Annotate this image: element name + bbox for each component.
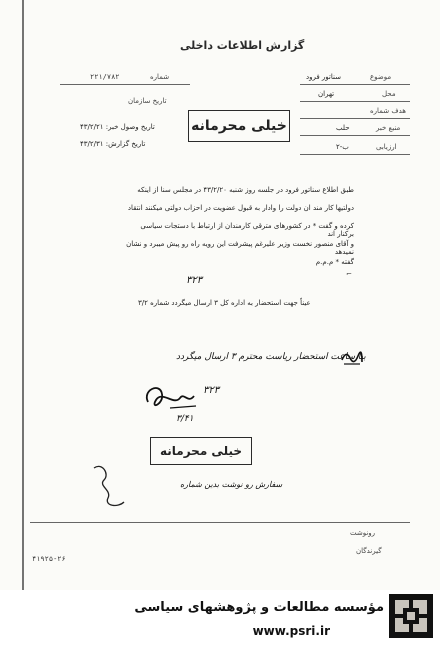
handwritten-scribble-icon: [90, 460, 134, 516]
signature-icon: [140, 380, 200, 416]
document-title: گزارش اطلاعات داخلی: [180, 39, 305, 52]
classification-stamp-bottom: خیلی محرمانه: [150, 437, 252, 465]
grade-value: ب-۲: [336, 143, 349, 151]
divider: [300, 84, 410, 85]
place-label: محل: [382, 90, 396, 98]
divider: [300, 118, 410, 119]
bottom-handwritten-note: سفارش رو نوشت بدین شماره: [180, 480, 283, 489]
number-label: شماره: [150, 73, 170, 81]
divider: [300, 135, 410, 136]
source-value: حلب: [336, 124, 350, 132]
divider: [60, 84, 190, 85]
page-edge: [22, 0, 24, 590]
report-number: ۲۲۱/۷۸۲: [90, 73, 120, 81]
institute-name: مؤسسه مطالعات و پژوهشهای سیاسی: [134, 600, 384, 615]
margin-mark: ⌐: [346, 270, 352, 278]
divider: [300, 101, 410, 102]
handwritten-note: بیا ساعت استحضار ریاست محترم ۳ ارسال میگردد: [176, 352, 366, 362]
divider: [30, 522, 410, 523]
handwritten-initials: ۳/۴۱: [176, 414, 194, 424]
forward-footnote: عیناً جهت استحضار به اداره کل ۳ ارسال میگردد شماره ۳/۲: [138, 299, 311, 307]
grade-label: ارزیابی: [376, 143, 397, 151]
copy-label: رونوشت: [350, 529, 376, 537]
branding-footer: [0, 590, 440, 650]
handwritten-ref-number: ۳۲۳: [203, 385, 220, 396]
body-line-3: کرده و گفت * در کشورهای مترقی کارمندان از ارتباط با دستجات سیاسی برکنار اند: [140, 222, 354, 238]
body-line-4: و آقای منصور نخست وزیر علیرغم پیشرفت این رویه راه رو پیش میبرد و نشان نمیدهد: [126, 240, 354, 256]
handwritten-number: ۳۲۳: [186, 275, 203, 286]
institute-url[interactable]: www.psri.ir: [252, 624, 330, 638]
archive-code: ۴۱۹۲۵-۲۶: [32, 555, 66, 563]
divider: [300, 154, 410, 155]
date-report: تاریخ گزارش: ۴۳/۲/۳۱: [80, 140, 146, 148]
target-label: هدف شماره: [370, 107, 406, 115]
psri-logo-icon: [389, 594, 433, 638]
subject-label: موضوع: [370, 73, 392, 81]
body-line-2: دولتیها کار مند ان دولت را وادار به قبول عضویت در احزاب دولتی میکنند انتقاد: [127, 204, 354, 212]
body-line-1: طبق اطلاع سناتور فرود در جلسه روز شنبه ۴۳/۲/۲۰ در مجلس سنا از اینکه: [137, 186, 354, 194]
date-receive: تاریخ وصول خبر: ۴۳/۲/۲۱: [80, 123, 155, 131]
scribble-icon: [340, 348, 364, 368]
date-label: تاریخ سازمان: [128, 97, 167, 105]
body-line-5: گفته * م.م.م: [315, 258, 354, 266]
source-label: منبع خبر: [376, 124, 401, 132]
place-value: تهران: [318, 90, 335, 98]
recipient-label: گیرندگان: [356, 547, 382, 555]
subject-value: سناتور فرود: [306, 73, 341, 81]
classification-stamp-top: خیلی محرمانه: [188, 110, 290, 142]
